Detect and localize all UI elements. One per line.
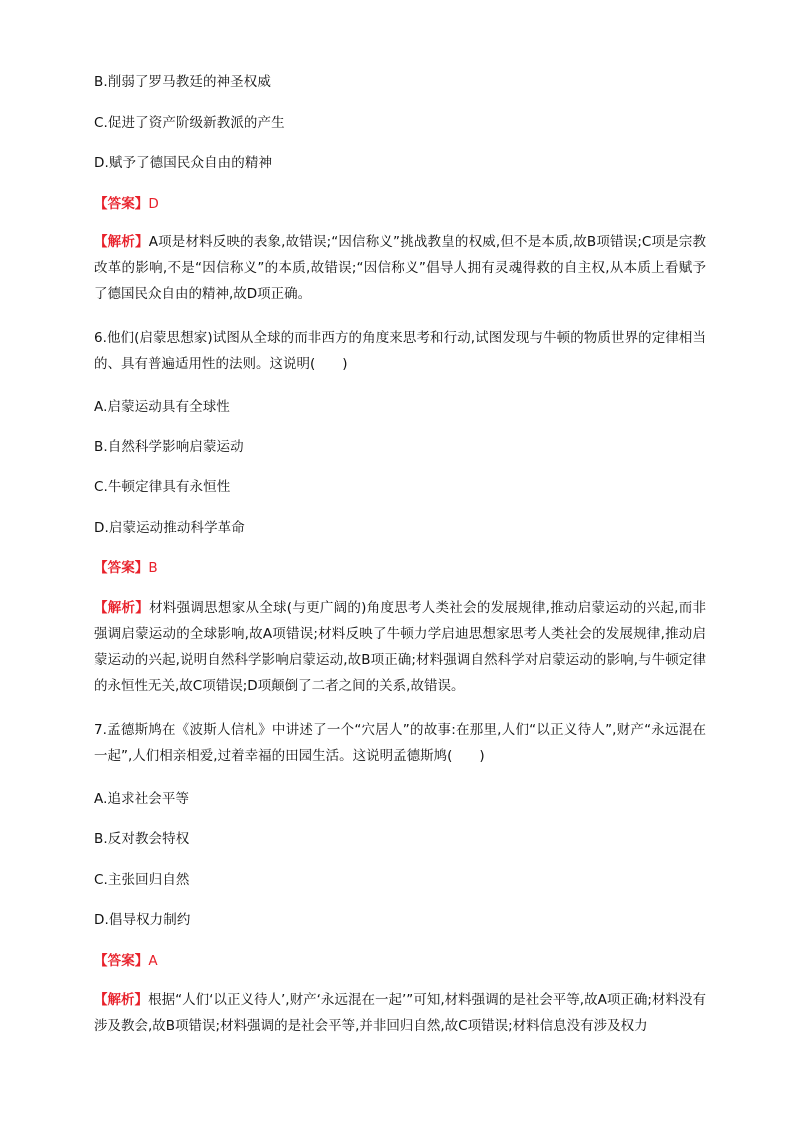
analysis-text: 材料强调思想家从全球(与更广阔的)角度思考人类社会的发展规律,推动启蒙运动的兴起,而非强调启蒙运动的全球影响,故A项错误;材料反映了牛顿力学启迪思想家思考人类社会的发展规律,推动启蒙运动的兴起,说明自然科学影响启蒙运动,故B项正确;材料强调自然科学对启蒙运动的影响,与牛顿定律的永恒性无关,故C项错误;D项颠倒了二者之间的关系,故错误。 [94,600,706,694]
q5-analysis [94,229,706,307]
q6-option-d: D.启蒙运动推动科学革命 [94,520,245,536]
q7-analysis [94,987,706,1039]
analysis-label: 【解析】 [94,992,149,1008]
answer-label: 【答案】 [94,953,149,969]
analysis-label: 【解析】 [94,234,149,250]
answer-value: D [148,196,159,212]
analysis-label: 【解析】 [94,600,150,616]
q6-answer [94,558,706,578]
q5-option-c: C.促进了资产阶级新教派的产生 [94,115,285,131]
q7-option-d: D.倡导权力制约 [94,912,191,928]
q5-option-b: B.削弱了罗马教廷的神圣权威 [94,74,271,90]
answer-label: 【答案】 [94,196,149,212]
analysis-text: 根据“人们‘以正义待人’,财产‘永远混在一起’”可知,材料强调的是社会平等,故A项正确;材料没有涉及教会,故B项错误;材料强调的是社会平等,并非回归自然,故C项错误;材料信息没有涉及权力 [94,992,707,1034]
q7-stem: 7.孟德斯鸠在《波斯人信札》中讲述了一个“穴居人”的故事:在那里,人们“以正义待人”,财产“永远混在一起”,人们相亲相爱,过着幸福的田园生活。这说明孟德斯鸠( ) [94,722,706,764]
analysis-text: A项是材料反映的表象,故错误;“因信称义”挑战教皇的权威,但不是本质,故B项错误;C项是宗教改革的影响,不是“因信称义”的本质,故错误;“因信称义”倡导人拥有灵魂得救的自主权,从本质上看赋予了德国民众自由的精神,故D项正确。 [94,234,707,302]
q7-option-a: A.追求社会平等 [94,791,190,807]
q7-option-b: B.反对教会特权 [94,831,190,847]
q6-analysis [94,595,706,699]
q7-answer [94,951,706,971]
answer-value: A [148,953,158,969]
q6-option-b: B.自然科学影响启蒙运动 [94,439,244,455]
q6-option-a: A.启蒙运动具有全球性 [94,399,230,415]
q6-stem: 6.他们(启蒙思想家)试图从全球的而非西方的角度来思考和行动,试图发现与牛顿的物质世界的定律相当的、具有普遍适用性的法则。这说明( ) [94,330,706,372]
q7-option-c: C.主张回归自然 [94,872,190,888]
q5-answer [94,194,706,214]
q6-option-c: C.牛顿定律具有永恒性 [94,479,231,495]
q5-option-d: D.赋予了德国民众自由的精神 [94,155,273,171]
answer-value: B [148,560,158,576]
answer-label: 【答案】 [94,560,149,576]
